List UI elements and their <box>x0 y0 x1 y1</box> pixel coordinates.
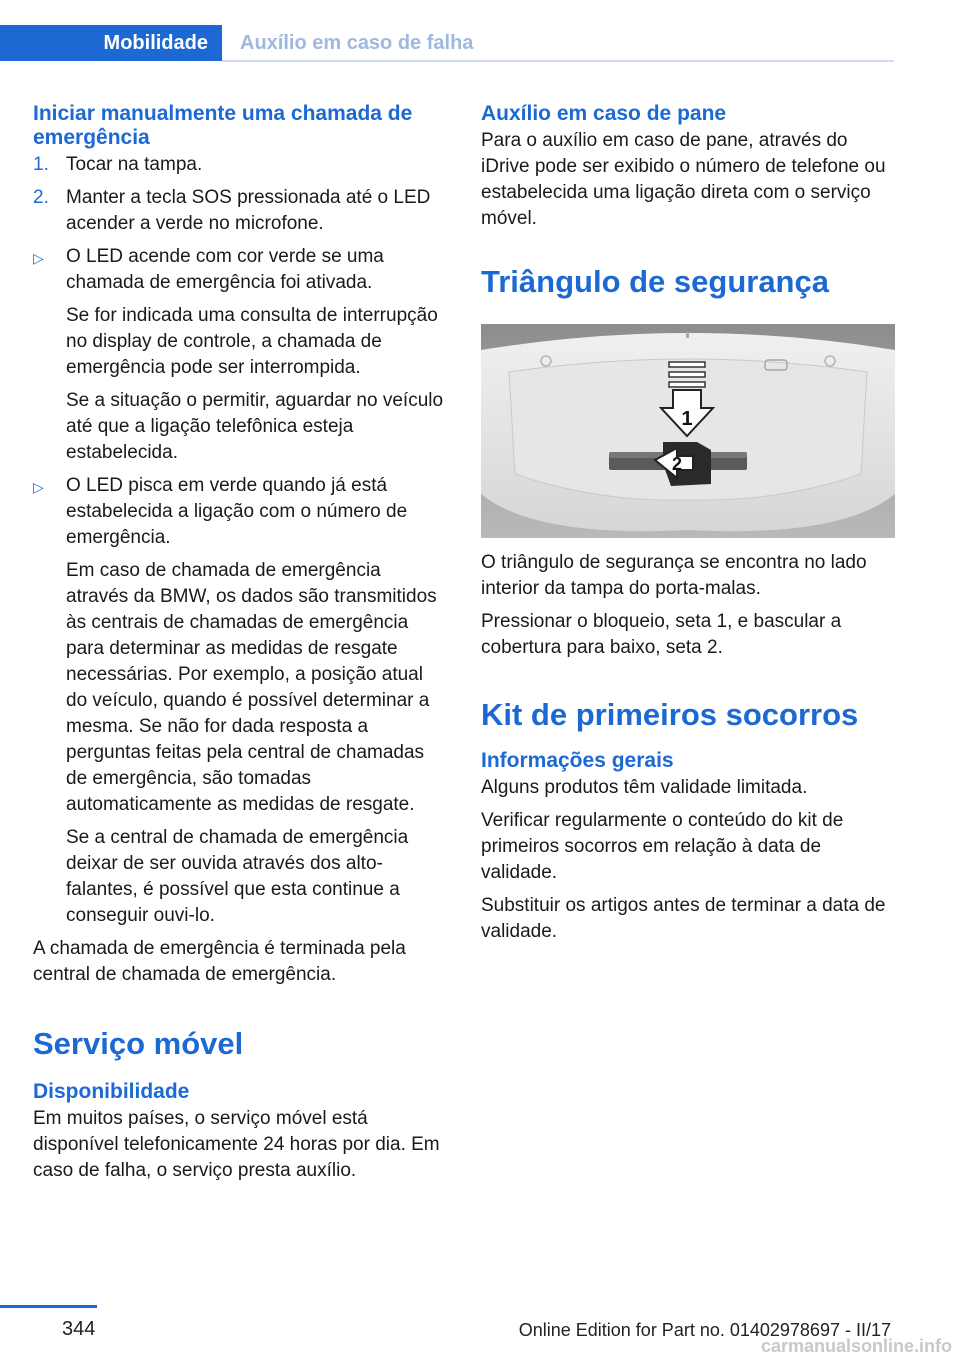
watermark: carmanualsonline.info <box>760 1336 952 1356</box>
bullet-led-blink <box>33 473 448 551</box>
header-rule <box>222 60 894 62</box>
triangle-bullet-icon: ▷ <box>33 250 44 266</box>
info-paragraph-1: Alguns produtos têm validade limitada. <box>481 777 808 798</box>
bullet-subtext: Se a central de chamada de emergência deixar de ser ouvida através dos alto-falantes, é possível que esta continue a conseguir ouvi-lo. <box>66 827 409 926</box>
section-label: Mobilidade <box>103 31 208 54</box>
step-number: 2. <box>33 187 49 208</box>
info-paragraph-2: Verificar regularmente o conteúdo do kit de primeiros socorros em relação à data de validade. <box>481 810 844 883</box>
availability-paragraph: Em muitos países, o serviço móvel está disponível telefonicamente 24 horas por dia. Em caso de falha, o serviço presta auxílio. <box>33 1108 440 1181</box>
subsection-label: Auxílio em caso de falha <box>240 31 474 54</box>
page-number: 344 <box>62 1318 96 1340</box>
arrow-2-label: 2 <box>671 454 683 474</box>
trunk-lid-illustration <box>481 324 895 538</box>
bullet-subtext: Em caso de chamada de emergência através da BMW, os dados são transmitidos às centrais de chamadas de emergência para determinar as medidas de resgate necessárias. Por exemplo, a posição atual do veículo, quando é possível determinar a mesma. Se não for dada resposta a perguntas feitas pela central de chamadas de emergência, são tomadas automaticamente as medidas de resgate. <box>66 560 437 815</box>
footer-rule <box>0 1305 97 1308</box>
bullet-text: O LED pisca em verde quando já está estabelecida a ligação com o número de emergência. <box>66 475 408 548</box>
right-column <box>481 102 895 952</box>
step-1 <box>33 152 448 178</box>
availability-heading: Disponibilidade <box>33 1080 190 1103</box>
bullet-led-green <box>33 244 448 296</box>
mobile-service-heading: Serviço móvel <box>33 1026 244 1061</box>
breakdown-paragraph: Para o auxílio em caso de pane, através do iDrive pode ser exibido o número de telefone ou estabelecida uma ligação direta com o serviço móvel. <box>481 130 886 229</box>
arrow-1-label: 1 <box>681 408 693 430</box>
bullet-text: O LED acende com cor verde se uma chamada de emergência foi ativada. <box>66 246 384 293</box>
step-number: 1. <box>33 154 49 175</box>
triangle-bullet-icon: ▷ <box>33 479 44 495</box>
info-paragraph-3: Substituir os artigos antes de terminar a data de validade. <box>481 895 886 942</box>
general-info-heading: Informações gerais <box>481 749 674 772</box>
step-text: Manter a tecla SOS pressionada até o LED acender a verde no microfone. <box>66 187 431 234</box>
first-aid-heading: Kit de primeiros socorros <box>481 697 859 732</box>
left-column <box>33 102 448 1191</box>
page-header <box>0 25 894 61</box>
bullet-subtext: Se a situação o permitir, aguardar no veículo até que a ligação telefônica esteja estabelecida. <box>66 390 444 463</box>
step-2 <box>33 185 448 237</box>
closing-paragraph: A chamada de emergência é terminada pela central de chamada de emergência. <box>33 938 406 985</box>
breakdown-heading: Auxílio em caso de pane <box>481 102 727 125</box>
triangle-paragraph-2: Pressionar o bloqueio, seta 1, e bascular a cobertura para baixo, seta 2. <box>481 611 842 658</box>
triangle-paragraph-1: O triângulo de segurança se encontra no lado interior da tampa do porta-malas. <box>481 552 867 599</box>
edition-note: Online Edition for Part no. 01402978697 - II/17 <box>518 1320 891 1340</box>
triangle-heading: Triângulo de segurança <box>481 264 829 299</box>
step-text: Tocar na tampa. <box>66 154 203 175</box>
section-tab <box>0 25 222 61</box>
bullet-subtext: Se for indicada uma consulta de interrupção no display de controle, a chamada de emergência pode ser interrompida. <box>66 305 438 378</box>
manual-call-heading: Iniciar manualmente uma chamada de emergência <box>33 102 413 149</box>
